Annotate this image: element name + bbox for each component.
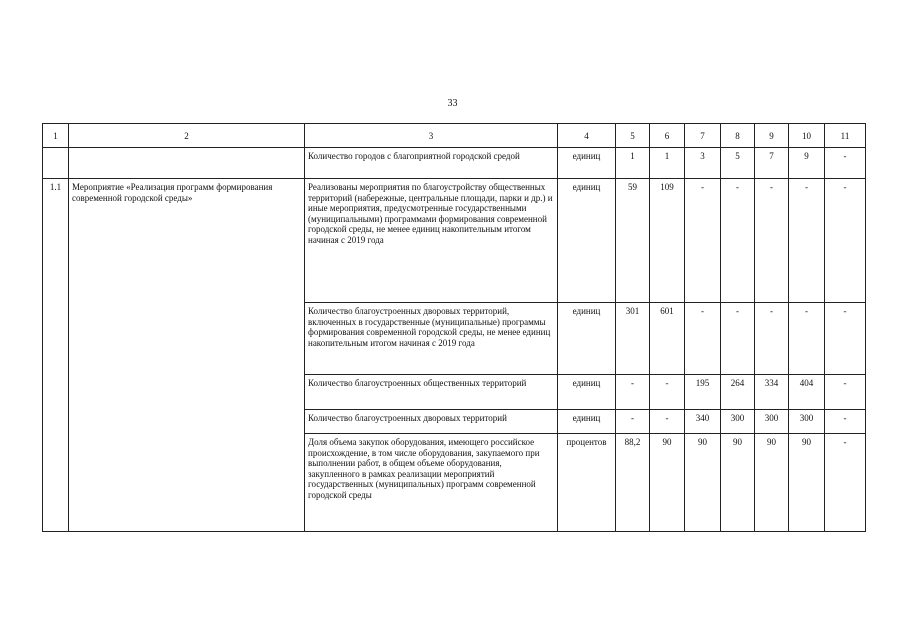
column-header: 10 — [789, 124, 825, 148]
value-cell: 90 — [650, 434, 685, 532]
column-header: 9 — [755, 124, 789, 148]
indicator-name: Количество благоустроенных дворовых территорий, включенных в государственные (муниципальные) программы формирования современной городской среды, не менее единиц накопительным итогом начиная с 2019 года — [305, 303, 558, 375]
value-cell: 90 — [755, 434, 789, 532]
value-cell: 7 — [755, 148, 789, 179]
value-cell: - — [789, 303, 825, 375]
value-cell: - — [755, 179, 789, 303]
value-cell: - — [721, 303, 755, 375]
value-cell: 5 — [721, 148, 755, 179]
value-cell: 1 — [650, 148, 685, 179]
value-cell: 340 — [685, 410, 721, 434]
value-cell: - — [650, 410, 685, 434]
value-cell: 334 — [755, 375, 789, 410]
value-cell: - — [755, 303, 789, 375]
unit: единиц — [558, 148, 616, 179]
row-number — [43, 148, 69, 179]
value-cell: - — [825, 148, 866, 179]
value-cell: - — [685, 303, 721, 375]
header-row — [43, 124, 866, 148]
column-header: 8 — [721, 124, 755, 148]
event-name — [69, 148, 305, 179]
value-cell: 3 — [685, 148, 721, 179]
row-number: 1.1 — [43, 179, 69, 532]
value-cell: - — [825, 303, 866, 375]
value-cell: 300 — [755, 410, 789, 434]
indicator-name: Реализованы мероприятия по благоустройству общественных территорий (набережные, центральные площади, парки и др.) и иные мероприятия, предусмотренные государственными (муниципальными) программами формирования современной городской среды, не менее единиц накопительным итогом начиная с 2019 года — [305, 179, 558, 303]
value-cell: - — [721, 179, 755, 303]
value-cell: - — [789, 179, 825, 303]
value-cell: 300 — [789, 410, 825, 434]
value-cell: 88,2 — [616, 434, 650, 532]
value-cell: - — [685, 179, 721, 303]
value-cell: 9 — [789, 148, 825, 179]
unit: единиц — [558, 303, 616, 375]
value-cell: 90 — [685, 434, 721, 532]
event-name: Мероприятие «Реализация программ формирования современной городской среды» — [69, 179, 305, 532]
value-cell: - — [825, 434, 866, 532]
column-header: 5 — [616, 124, 650, 148]
unit: единиц — [558, 410, 616, 434]
column-header: 3 — [305, 124, 558, 148]
value-cell: 404 — [789, 375, 825, 410]
value-cell: 264 — [721, 375, 755, 410]
column-header: 11 — [825, 124, 866, 148]
page-number: 33 — [447, 98, 458, 109]
column-header: 4 — [558, 124, 616, 148]
value-cell: 109 — [650, 179, 685, 303]
value-cell: 195 — [685, 375, 721, 410]
value-cell: - — [825, 375, 866, 410]
unit: единиц — [558, 375, 616, 410]
value-cell: - — [616, 375, 650, 410]
value-cell: 1 — [616, 148, 650, 179]
column-header: 2 — [69, 124, 305, 148]
table-row — [43, 148, 866, 179]
unit: процентов — [558, 434, 616, 532]
indicator-name: Количество благоустроенных дворовых территорий — [305, 410, 558, 434]
value-cell: - — [616, 410, 650, 434]
column-header: 1 — [43, 124, 69, 148]
value-cell: 301 — [616, 303, 650, 375]
indicator-name: Доля объема закупок оборудования, имеющего российское происхождение, в том числе оборудования, закупаемого при выполнении работ, в общем объеме оборудования, закупленного в рамках реализации мероприятий государственных (муниципальных) программ современной городской среды — [305, 434, 558, 532]
indicators-table — [42, 123, 866, 532]
column-header: 7 — [685, 124, 721, 148]
value-cell: - — [650, 375, 685, 410]
value-cell: - — [825, 410, 866, 434]
table-row — [43, 179, 866, 303]
column-header: 6 — [650, 124, 685, 148]
unit: единиц — [558, 179, 616, 303]
value-cell: 59 — [616, 179, 650, 303]
value-cell: 90 — [721, 434, 755, 532]
value-cell: - — [825, 179, 866, 303]
value-cell: 601 — [650, 303, 685, 375]
indicator-name: Количество городов с благоприятной городской средой — [305, 148, 558, 179]
value-cell: 300 — [721, 410, 755, 434]
indicator-name: Количество благоустроенных общественных территорий — [305, 375, 558, 410]
value-cell: 90 — [789, 434, 825, 532]
